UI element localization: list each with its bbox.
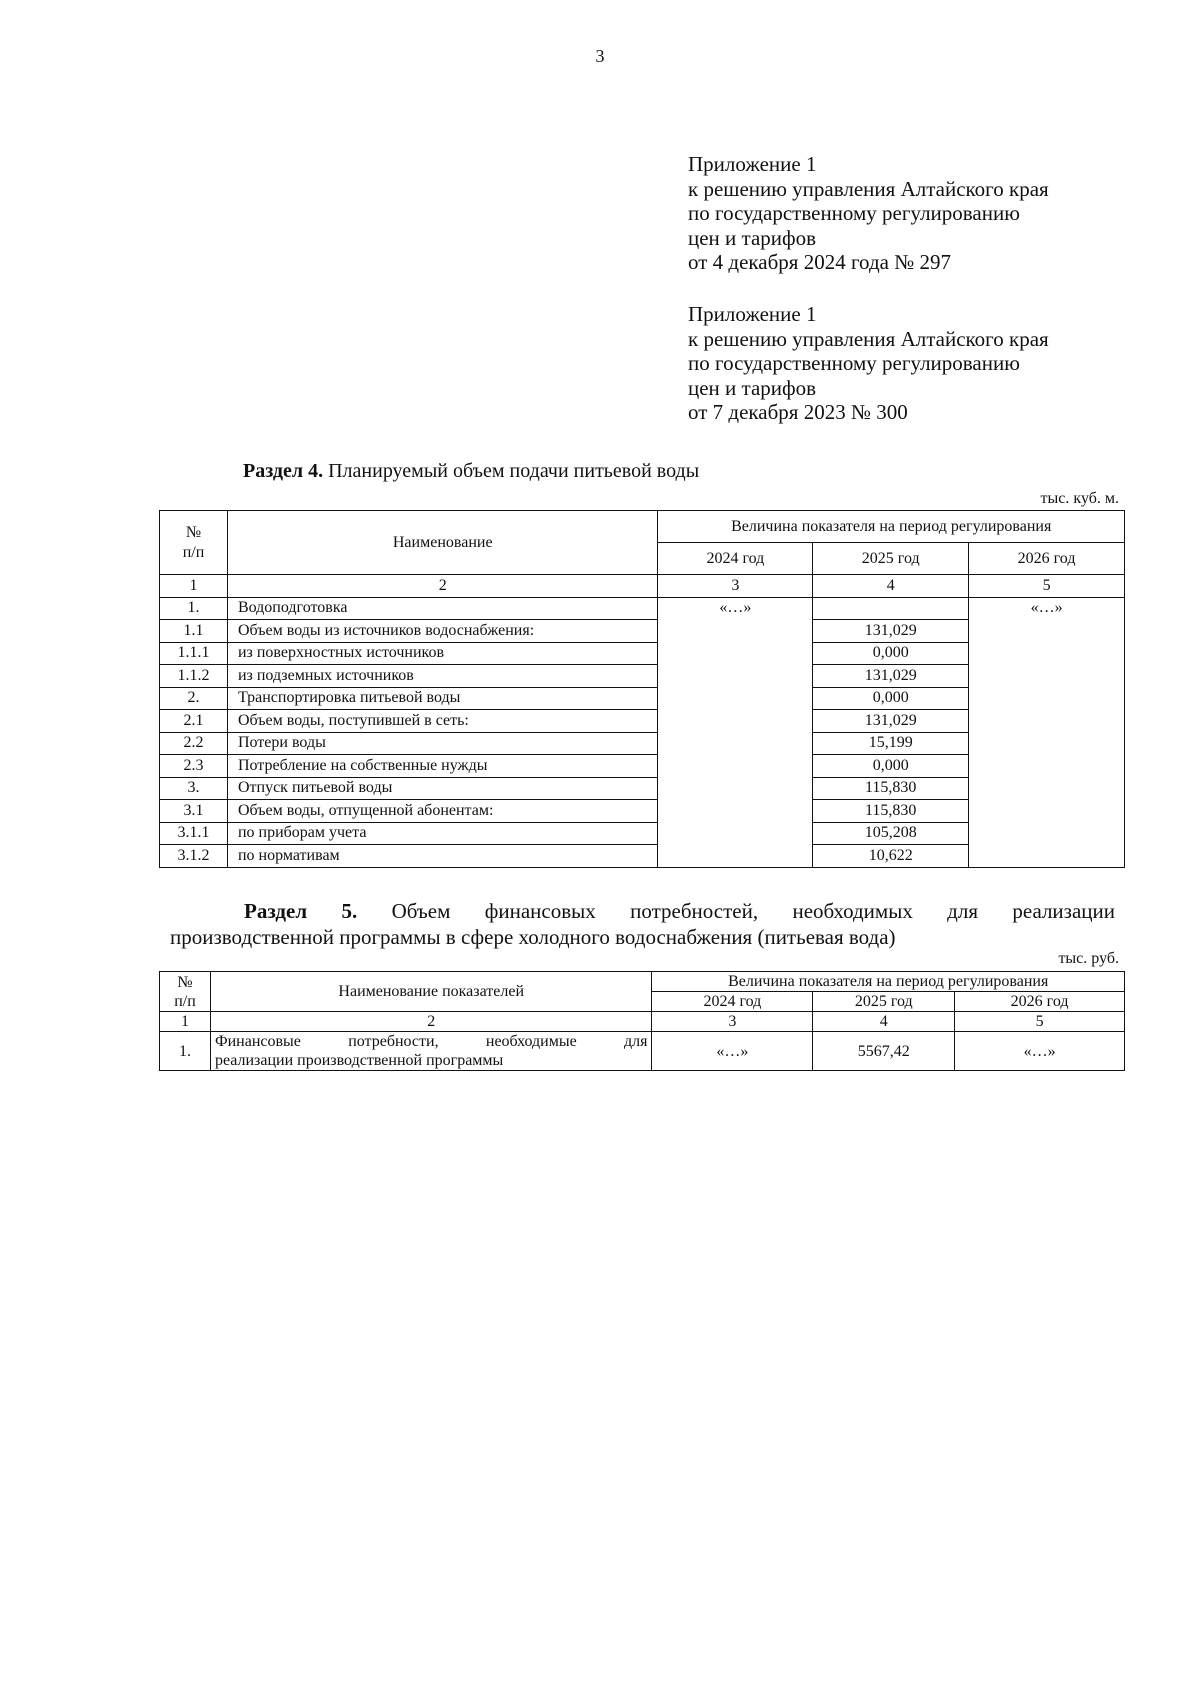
header-period: Величина показателя на период регулирования xyxy=(658,511,1125,543)
row-value-2024: «…» xyxy=(652,1032,813,1071)
section5-heading-line1 xyxy=(170,898,1115,924)
row-no: 3.1.2 xyxy=(160,845,228,868)
row-value-2025: 0,000 xyxy=(813,642,969,665)
header-name: Наименование xyxy=(227,511,658,575)
row-name: Объем воды из источников водоснабжения: xyxy=(227,620,658,643)
section4-heading xyxy=(243,460,699,483)
row-no: 1.1 xyxy=(160,620,228,643)
row-no: 2.1 xyxy=(160,710,228,733)
row-no: 1. xyxy=(160,1032,211,1071)
section4-label: Раздел 4. xyxy=(243,460,324,482)
row-name: из подземных источников xyxy=(227,665,658,688)
row-name: по нормативам xyxy=(227,845,658,868)
appendix-date: от 4 декабря 2024 года № 297 xyxy=(688,250,951,274)
row-name: Водоподготовка xyxy=(227,597,658,620)
row-name: из поверхностных источников xyxy=(227,642,658,665)
placeholder-2026: «…» xyxy=(969,597,1125,867)
section5-heading xyxy=(170,898,1115,950)
row-name-line2: реализации производственной программы xyxy=(214,1052,504,1069)
col-number: 2 xyxy=(227,575,658,598)
section5-label: Раздел 5. xyxy=(244,899,358,923)
appendix-title: Приложение 1 xyxy=(688,302,817,326)
header-name: Наименование показателей xyxy=(210,972,652,1012)
table-row xyxy=(160,1032,1125,1071)
appendix-line: по государственному регулированию xyxy=(688,201,1020,225)
col-number: 4 xyxy=(813,1012,955,1032)
header-no: № xyxy=(177,973,193,991)
header-no: № xyxy=(185,523,202,541)
row-value-2025: 10,622 xyxy=(813,845,969,868)
header-year-2026: 2026 год xyxy=(955,992,1125,1012)
row-no: 2.3 xyxy=(160,755,228,778)
row-value-2025: 115,830 xyxy=(813,777,969,800)
row-no: 1.1.1 xyxy=(160,642,228,665)
row-name: Объем воды, поступившей в сеть: xyxy=(227,710,658,733)
row-name: Объем воды, отпущенной абонентам: xyxy=(227,800,658,823)
header-no2: п/п xyxy=(174,992,196,1010)
row-value-2025: 131,029 xyxy=(813,620,969,643)
header-year-2025: 2025 год xyxy=(813,543,969,575)
row-value-2025: 115,830 xyxy=(813,800,969,823)
col-number: 3 xyxy=(652,1012,813,1032)
section5-unit: тыс. руб. xyxy=(1058,950,1119,967)
header-year-2024: 2024 год xyxy=(652,992,813,1012)
col-number: 5 xyxy=(955,1012,1125,1032)
row-no: 1. xyxy=(160,597,228,620)
row-name: Потребление на собственные нужды xyxy=(227,755,658,778)
section5-title-line2: производственной программы в сфере холодного водоснабжения (питьевая вода) xyxy=(170,925,896,949)
appendix-current-block xyxy=(688,152,1049,275)
row-value-2025: 105,208 xyxy=(813,822,969,845)
appendix-line: к решению управления Алтайского края xyxy=(688,176,1049,201)
row-value-2025: 5567,42 xyxy=(813,1032,955,1071)
row-value-2025: 131,029 xyxy=(813,710,969,733)
row-name: Транспортировка питьевой воды xyxy=(227,687,658,710)
table-row xyxy=(160,597,1125,620)
header-period: Величина показателя на период регулирования xyxy=(652,972,1125,992)
section5-title-line1: Объем финансовых потребностей, необходимых для реализации xyxy=(391,899,1115,923)
header-no-cell xyxy=(160,972,211,1012)
section4-title: Планируемый объем подачи питьевой воды xyxy=(328,460,700,482)
col-number: 5 xyxy=(969,575,1125,598)
row-no: 2.2 xyxy=(160,732,228,755)
header-year-2026: 2026 год xyxy=(969,543,1125,575)
col-number: 1 xyxy=(160,575,228,598)
row-name: Потери воды xyxy=(227,732,658,755)
appendix-line: цен и тарифов xyxy=(688,225,817,250)
row-name xyxy=(210,1032,652,1071)
appendix-line: по государственному регулированию xyxy=(688,351,1020,375)
row-no: 1.1.2 xyxy=(160,665,228,688)
appendix-title: Приложение 1 xyxy=(688,152,817,176)
appendix-date: от 7 декабря 2023 № 300 xyxy=(688,400,908,424)
page-number: 3 xyxy=(595,46,605,66)
row-value-2025: 15,199 xyxy=(813,732,969,755)
header-no-cell xyxy=(160,511,228,575)
col-number: 3 xyxy=(658,575,813,598)
appendix-previous-block xyxy=(688,302,1049,425)
row-name: Отпуск питьевой воды xyxy=(227,777,658,800)
row-name-line1: Финансовые потребности, необходимые для xyxy=(214,1033,648,1050)
section4-table xyxy=(159,510,1125,868)
row-name: по приборам учета xyxy=(227,822,658,845)
row-value-2025 xyxy=(813,597,969,620)
col-number: 4 xyxy=(813,575,969,598)
row-no: 2. xyxy=(160,687,228,710)
row-no: 3.1.1 xyxy=(160,822,228,845)
row-value-2025: 0,000 xyxy=(813,755,969,778)
appendix-line: к решению управления Алтайского края xyxy=(688,326,1049,351)
section4-unit: тыс. куб. м. xyxy=(1040,490,1119,507)
col-number: 2 xyxy=(210,1012,652,1032)
header-no2: п/п xyxy=(182,543,205,561)
header-year-2024: 2024 год xyxy=(658,543,813,575)
row-no: 3. xyxy=(160,777,228,800)
header-year-2025: 2025 год xyxy=(813,992,955,1012)
col-number: 1 xyxy=(160,1012,211,1032)
section5-table xyxy=(159,971,1125,1071)
appendix-line: цен и тарифов xyxy=(688,375,817,400)
placeholder-2024: «…» xyxy=(658,597,813,867)
row-value-2026: «…» xyxy=(955,1032,1125,1071)
row-no: 3.1 xyxy=(160,800,228,823)
row-value-2025: 0,000 xyxy=(813,687,969,710)
row-value-2025: 131,029 xyxy=(813,665,969,688)
